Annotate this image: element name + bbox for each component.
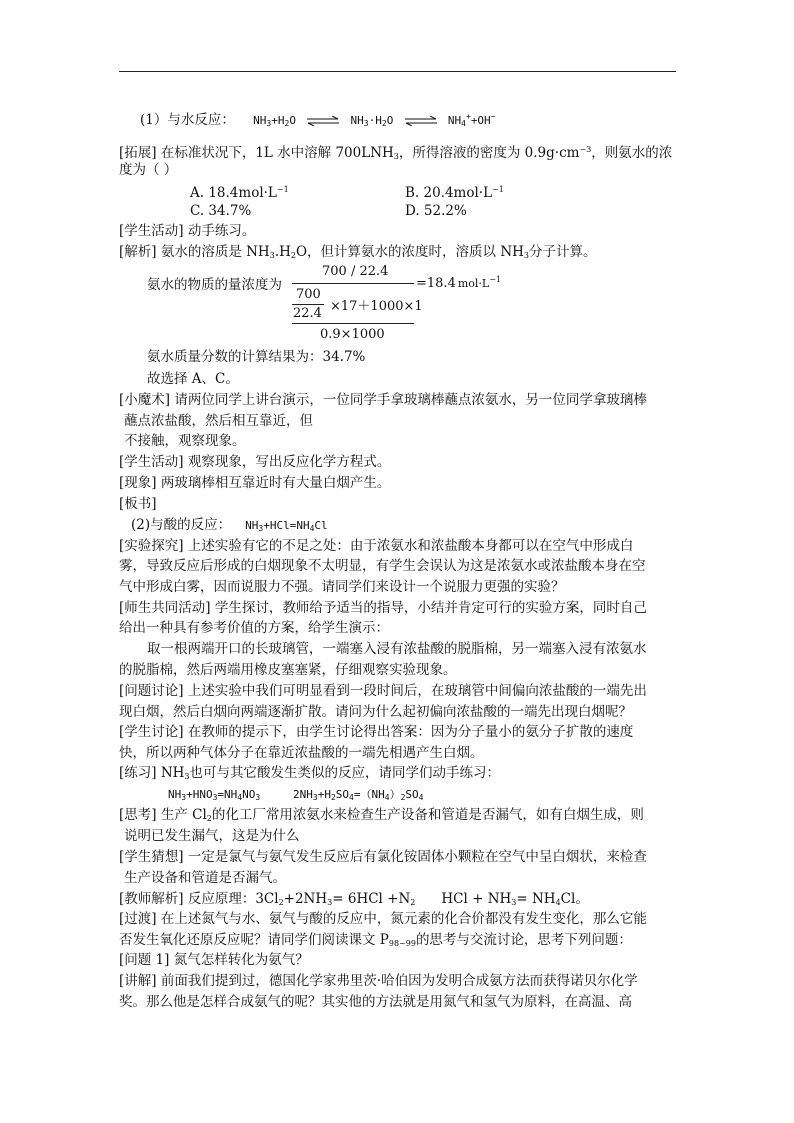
inner-frac-bottom: 22.4 <box>293 306 322 321</box>
option-b: B. $20.4mol\cdot L^{-1}$ <box>405 185 504 201</box>
transition: [过渡] 在上述氮气与水、氨气与酸的反应中，氮元素的化合价都没有发生变化，那么它能 <box>119 911 647 927</box>
eq-water-reaction <box>140 108 496 133</box>
magic-demo: [小魔术] 请两位同学上讲台演示，一位同学手拿玻璃棒蘸点浓氨水，另一位同学拿玻璃棒 <box>119 392 647 408</box>
concentration-label: 氨水的物质的量浓度为 <box>147 277 282 293</box>
problem-discussion-2: 现白烟，然后白烟向两端逐渐扩散。请问为什么起初偏向浓盐酸的一端先出现白烟呢？ <box>119 704 632 720</box>
header-rule <box>119 71 676 72</box>
frac-result: =18.4 $mol\cdot L^{-1}$ <box>416 275 502 291</box>
student-guess: [学生猜想] 一定是氯气与氨气发生反应后有氯化铵固体小颗粒在空气中呈白烟状，来检查 <box>119 849 647 865</box>
phenomenon: [现象] 两玻璃棒相互靠近时有大量白烟产生。 <box>119 475 391 491</box>
lecture-2: 奖。那么他是怎样合成氨气的呢？其实他的方法就是用氮气和氢气为原料，在高温、高 <box>119 994 632 1010</box>
frac-bar-inner <box>292 304 324 305</box>
practice-eq-1: $NH_3+HNO_3=NH_4NO_3$ <box>168 788 261 802</box>
option-c: C. 34.7% <box>190 203 252 219</box>
experiment-explore-3: 气中形成白雾，因而说服力不强。请同学们来设计一个说服力更强的实验？ <box>119 579 565 595</box>
formula-nh3: $NH_3+H_2O$ <box>253 114 296 128</box>
frac-numerator: 700 / 22.4 <box>322 264 389 279</box>
formula-nh3h2o: $NH_3\cdot H_2O$ <box>350 114 394 128</box>
procedure-2: 的脱脂棉，然后两端用橡皮塞塞紧，仔细观察实验现象。 <box>119 662 457 678</box>
inner-frac-rest: ×17＋1000×1 <box>330 299 423 314</box>
transition-2: 否发生氧化还原反应呢？请同学们阅读课文 $P_{98\sim 99}$的思考与交流讨论，思考下列问题： <box>119 932 632 948</box>
formula-nh4-oh: $NH_4^++OH^-$ <box>447 112 496 128</box>
joint-activity-2: 给出一种具有参考价值的方案，给学生演示： <box>119 620 389 636</box>
student-guess-2: 生产设备和管道是否漏气。 <box>124 870 286 886</box>
board-writing: [板书] <box>119 496 157 512</box>
student-activity-2: [学生活动] 观察现象，写出反应化学方程式。 <box>119 454 391 470</box>
reversible-arrow-icon <box>404 116 438 126</box>
magic-demo-cont2: 不接触，观察现象。 <box>124 433 246 449</box>
reversible-arrow-icon <box>306 116 340 126</box>
magic-demo-cont: 蘸点浓盐酸，然后相互靠近，但 <box>124 413 313 429</box>
think-2: 说明已发生漏气，这是为什么 <box>124 828 300 844</box>
teacher-analysis: [教师解析] 反应原理：$3Cl_2+2NH_3= 6HCl +N_2$ HCl + $NH_3= NH_4Cl$。 <box>119 891 589 907</box>
question-1: [问题 1] 氮气怎样转化为氨气？ <box>119 952 309 968</box>
mass-fraction: 氨水质量分数的计算结果为：34.7% <box>147 349 366 365</box>
student-discussion: [学生讨论] 在教师的提示下，由学生讨论得出答案：因为分子量小的氨分子扩散的速度 <box>119 724 634 740</box>
lecture: [讲解] 前面我们提到过，德国化学家弗里茨·哈伯因为发明合成氨方法而获得诺贝尔化学 <box>119 973 638 989</box>
frac-denominator: 0.9×1000 <box>320 327 385 342</box>
extension-question: [拓展] 在标准状况下，1L 水中溶解 $700LNH_3$，所得溶液的密度为 $0.9g\cdot cm^{-3}$，则氨水的浓 <box>119 145 673 161</box>
option-d: D. 52.2% <box>405 203 467 219</box>
eq-acid-reaction: (2)与酸的反应： $NH_3+HCl=NH_4Cl$ <box>131 517 328 533</box>
procedure: 取一根两端开口的长玻璃管，一端塞入浸有浓盐酸的脱脂棉，另一端塞入浸有浓氨水 <box>147 641 647 657</box>
practice-eq-2: $2NH_3+H_2SO_4=(NH_4)_2SO_4$ <box>293 788 424 802</box>
experiment-explore-2: 雾，导致反应后形成的白烟现象不太明显，有学生会误认为这是浓氨水或浓盐酸本身在空 <box>119 558 646 574</box>
problem-discussion: [问题讨论] 上述实验中我们可明显看到一段时间后，在玻璃管中间偏向浓盐酸的一端先出 <box>119 683 647 699</box>
experiment-explore: [实验探究] 上述实验有它的不足之处：由于浓氨水和浓盐酸本身都可以在空气中形成白 <box>119 538 634 554</box>
practice: [练习] $NH_3$也可与其它酸发生类似的反应，请同学们动手练习： <box>119 765 501 781</box>
extension-question-cont: 度为（ ） <box>119 162 178 178</box>
think: [思考] 生产 $Cl_2$的化工厂常用浓氨水来检查生产设备和管道是否漏气，如有白烟生成，则 <box>119 807 644 823</box>
eq-label: (1）与水反应： <box>140 112 235 128</box>
frac-bar-lower <box>292 323 414 324</box>
answer-choice: 故选择 A、C。 <box>147 371 239 387</box>
analysis: [解析] 氨水的溶质是 $NH_3.H_2O$，但计算氨水的浓度时，溶质以 $NH_3$分子计算。 <box>119 244 597 260</box>
joint-activity: [师生共同活动] 学生探讨，教师给予适当的指导，小结并肯定可行的实验方案，同时自己 <box>119 600 647 616</box>
student-discussion-2: 快，所以两种气体分子在靠近浓盐酸的一端先相遇产生白烟。 <box>119 745 484 761</box>
frac-bar-main <box>292 283 414 284</box>
option-a: A. $18.4mol\cdot L^{-1}$ <box>190 185 289 201</box>
inner-frac-top: 700 <box>296 287 321 302</box>
student-activity: [学生活动] 动手练习。 <box>119 223 256 239</box>
